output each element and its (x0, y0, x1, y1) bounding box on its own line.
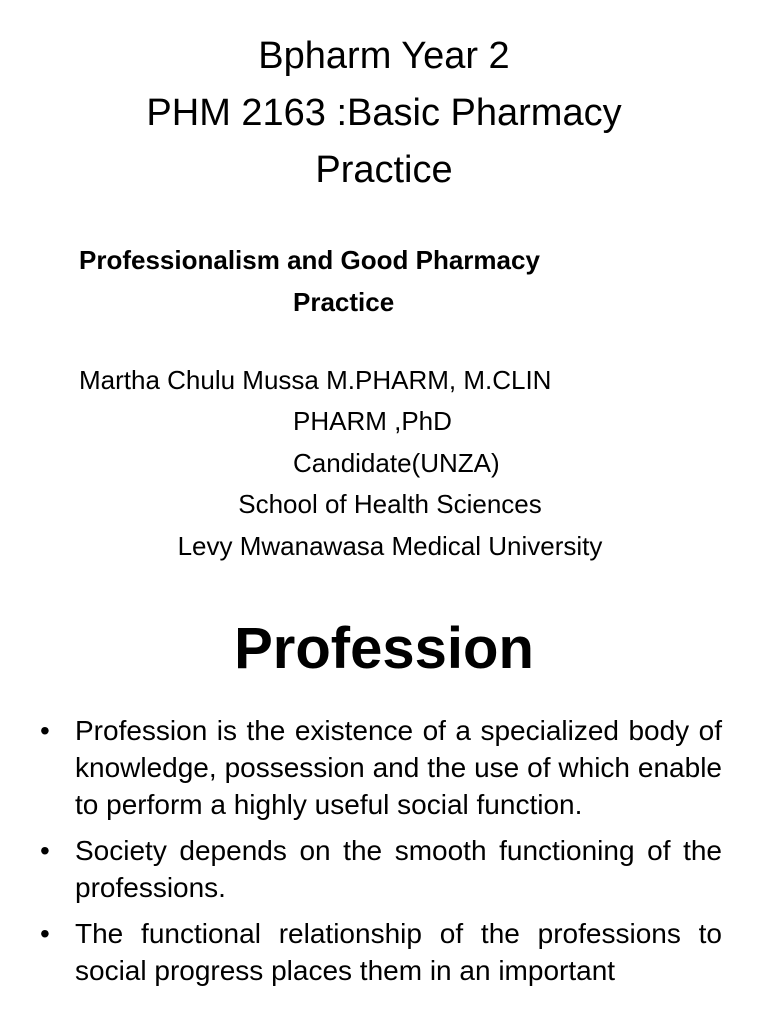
profession-slide (0, 600, 768, 1024)
bullet-text: Society depends on the smooth functioning of the professions. (75, 835, 722, 903)
author-credentials: PHARM ,PhD (293, 406, 452, 436)
course-title-line-2: PHM 2163 :Basic Pharmacy (146, 92, 622, 134)
author-candidacy: Candidate(UNZA) (293, 448, 500, 478)
bullet-icon: • (40, 835, 50, 866)
bullet-text: The functional relationship of the professions to social progress places them in an important (75, 918, 722, 986)
course-title-line-1: Bpharm Year 2 (258, 35, 510, 77)
bullet-list (0, 712, 768, 998)
author-name: Martha Chulu Mussa M.PHARM, M.CLIN (79, 365, 552, 395)
list-item (0, 712, 768, 823)
slide-heading: Profession (234, 616, 534, 681)
bullet-icon: • (40, 918, 50, 949)
author-school: School of Health Sciences (238, 489, 542, 519)
bullet-text: Profession is the existence of a specialized body of knowledge, possession and the use of which enable to perform a highly useful social function. (75, 715, 722, 820)
list-item (0, 832, 768, 906)
bullet-icon: • (40, 715, 50, 746)
lecture-subtitle-line-2: Practice (293, 287, 395, 317)
list-item (0, 915, 768, 989)
course-title-line-3: Practice (315, 149, 453, 191)
author-university: Levy Mwanawasa Medical University (177, 531, 603, 561)
lecture-subtitle-line-1: Professionalism and Good Pharmacy (79, 245, 540, 275)
